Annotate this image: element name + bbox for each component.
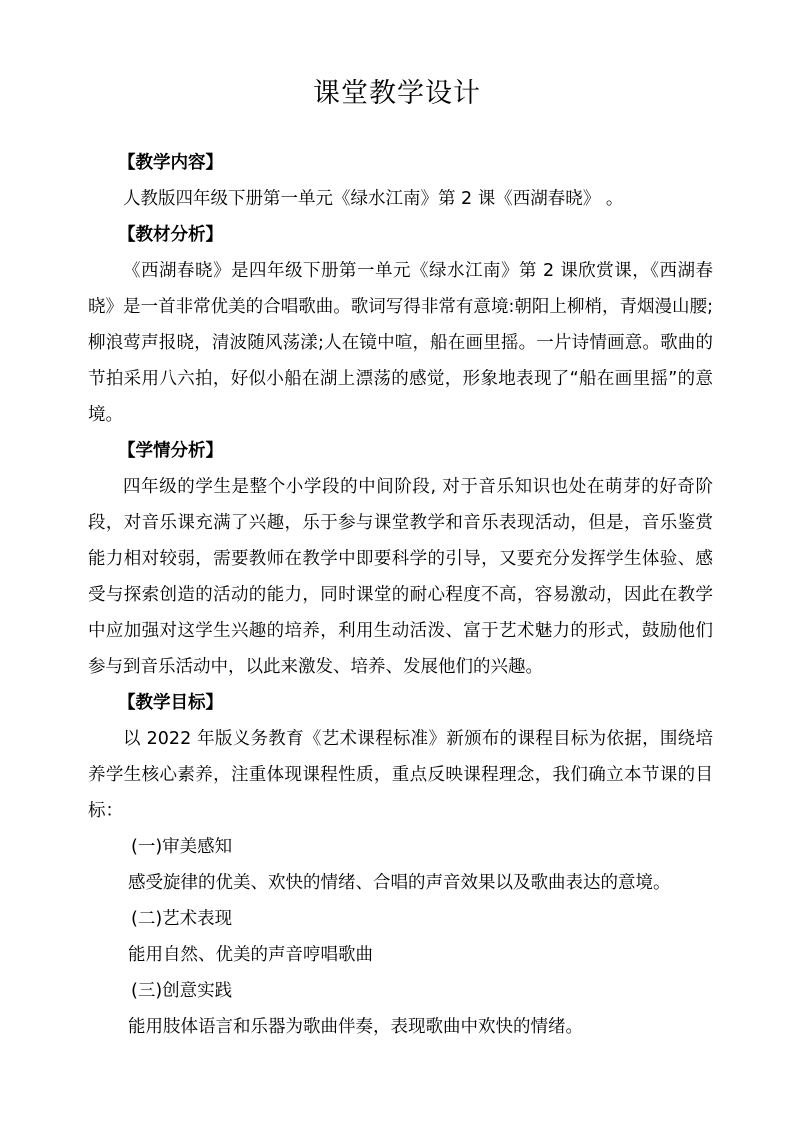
section-heading-goals: 【教学目标】 xyxy=(118,693,223,713)
section-heading-content: 【教学内容】 xyxy=(118,153,223,173)
goal-label-aesthetic: (一)审美感知 xyxy=(131,837,233,857)
section-text-material: 《西湖春晓》是四年级下册第一单元《绿水江南》第 2 课欣赏课，《西湖春晓》是一首非常优美的合唱歌曲。歌词写得非常有意境:朝阳上柳梢，青烟漫山腰;柳浪莺声报晓，清波随风荡漾;人在镜中喧，船在画里摇。一片诗情画意。歌曲的节拍采用八六拍，好似小船在湖上漂荡的感觉，形象地表现了“船在画里摇”的意境。 xyxy=(88,261,713,425)
section-text-content: 人教版四年级下册第一单元《绿水江南》第 2 课《西湖春晓》 。 xyxy=(123,189,624,209)
goal-label-expression: (二)艺术表现 xyxy=(131,909,233,929)
goal-label-practice: (三)创意实践 xyxy=(131,981,233,1001)
section-text-students: 四年级的学生是整个小学段的中间阶段, 对于音乐知识也处在萌芽的好奇阶段，对音乐课充满了兴趣，乐于参与课堂教学和音乐表现活动，但是，音乐鉴赏能力相对较弱，需要教师在教学中即要科学的引导，又要充分发挥学生体验、感受与探索创造的活动的能力，同时课堂的耐心程度不高，容易激动，因此在教学中应加强对这学生兴趣的培养，利用生动活泼、富于艺术魅力的形式，鼓励他们参与到音乐活动中，以此来激发、培养、发展他们的兴趣。 xyxy=(88,477,713,677)
section-text-goals: 以 2022 年版义务教育《艺术课程标准》新颁布的课程目标为依据，围绕培养学生核心素养，注重体现课程性质，重点反映课程理念，我们确立本节课的目标： xyxy=(88,729,713,821)
document-title: 课堂教学设计 xyxy=(313,78,481,109)
section-heading-material: 【教材分析】 xyxy=(118,225,223,245)
goal-text-aesthetic: 感受旋律的优美、欢快的情绪、合唱的声音效果以及歌曲表达的意境。 xyxy=(128,873,671,893)
section-heading-students: 【学情分析】 xyxy=(118,441,223,461)
goal-text-expression: 能用自然、优美的声音哼唱歌曲 xyxy=(128,945,373,965)
document-body xyxy=(88,145,713,1045)
goal-text-practice: 能用肢体语言和乐器为歌曲伴奏，表现歌曲中欢快的情绪。 xyxy=(128,1017,583,1037)
